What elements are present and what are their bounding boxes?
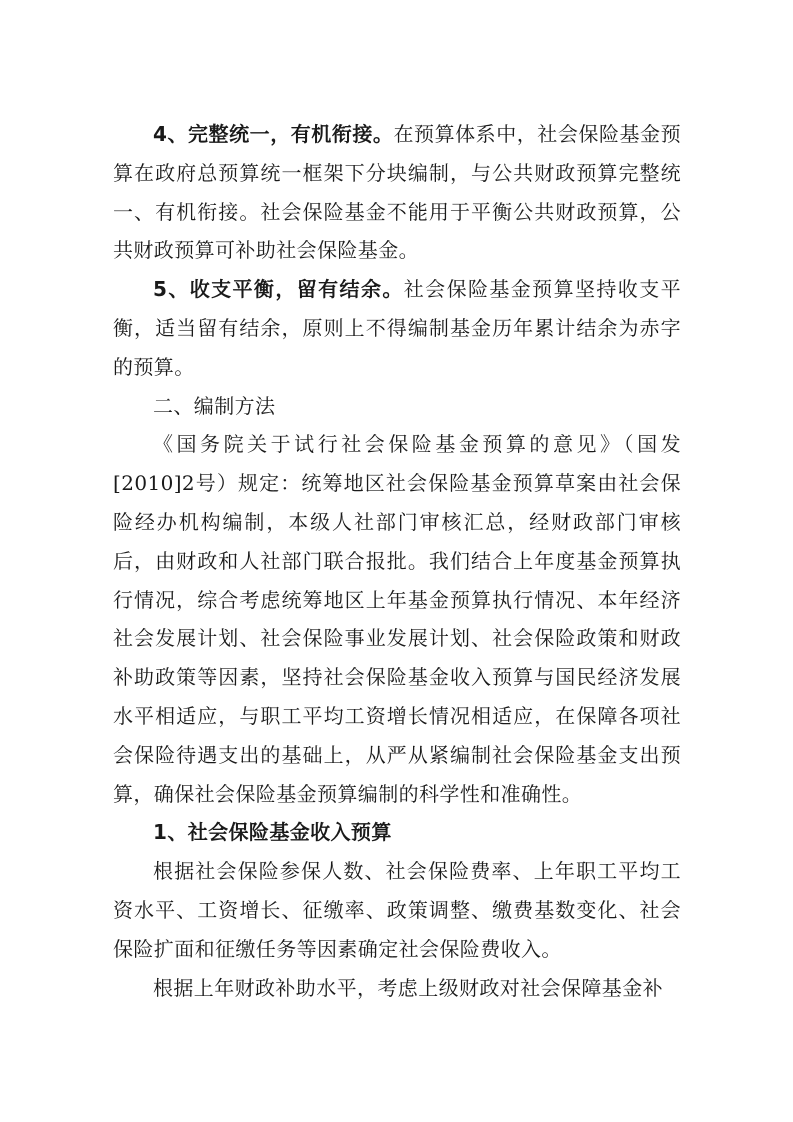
subsection-heading: 1、社会保险基金收入预算 (153, 820, 392, 845)
paragraph-lead: 5、收支平衡，留有结余。 (153, 277, 404, 302)
paragraph-principle-5 (113, 270, 681, 386)
paragraph-method: 《国务院关于试行社会保险基金预算的意见》（国发[2010]2号）规定：统筹地区社会保险基金预算草案由社会保险经办机构编制，本级人社部门审核汇总，经财政部门审核后，由财政和人社部门联合报批。我们结合上年度基金预算执行情况，综合考虑统筹地区上年基金预算执行情况、本年经济社会发展计划、社会保险事业发展计划、社会保险政策和财政补助政策等因素，坚持社会保险基金收入预算与国民经济发展水平相适应，与职工平均工资增长情况相适应，在保障各项社会保险待遇支出的基础上，从严从紧编制社会保险基金支出预算，确保社会保险基金预算编制的科学性和准确性。 (113, 432, 681, 806)
section-heading: 二、编制方法 (153, 393, 276, 418)
paragraph-principle-4 (113, 115, 681, 270)
paragraph-lead: 4、完整统一，有机衔接。 (153, 122, 394, 146)
paragraph-body: 在预算体系中，社会保险基金预算在政府总预算统一框架下分块编制，与公共财政预算完整统一、有机衔接。社会保险基金不能用于平衡公共财政预算，公共财政预算可补助社会保险基金。 (113, 122, 681, 263)
paragraph-income-2: 根据上年财政补助水平，考虑上级财政对社会保障基金补 (153, 975, 663, 1000)
paragraph-body: 社会保险基金预算坚持收支平衡，适当留有结余，原则上不得编制基金历年累计结余为赤字的预算。 (113, 277, 682, 379)
document-page (113, 115, 681, 1007)
paragraph-income-1: 根据社会保险参保人数、社会保险费率、上年职工平均工资水平、工资增长、征缴率、政策调整、缴费基数变化、社会保险扩面和征缴任务等因素确定社会保险费收入。 (113, 859, 681, 961)
